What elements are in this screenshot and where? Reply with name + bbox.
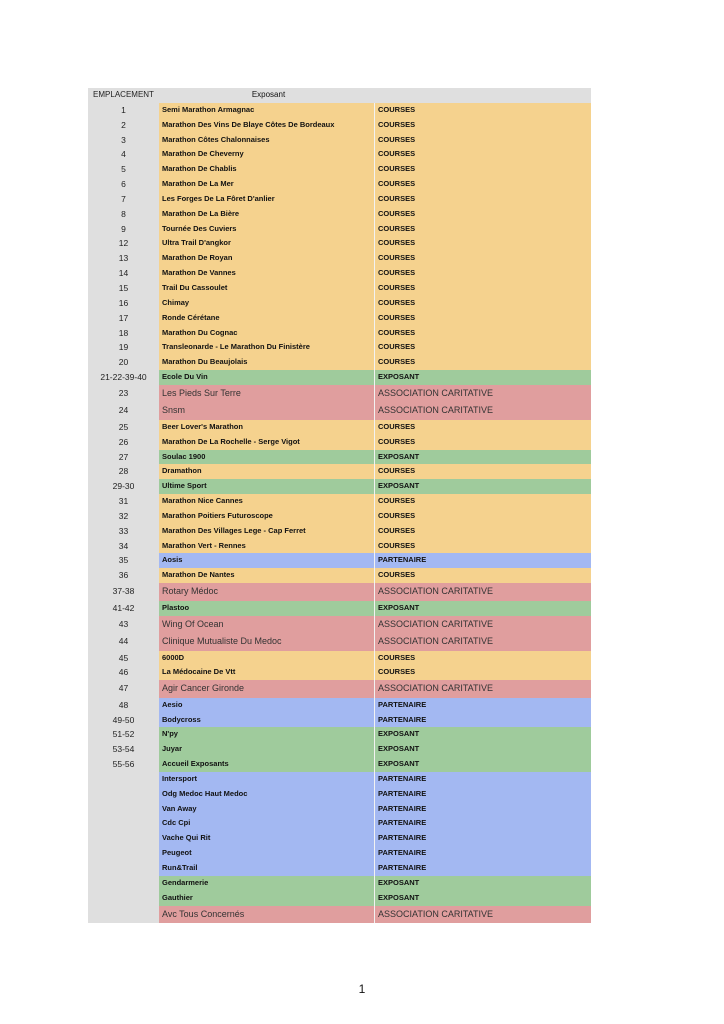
header-emplacement: EMPLACEMENT xyxy=(88,88,159,103)
emplacement-cell: 5 xyxy=(88,162,159,177)
category-cell: COURSES xyxy=(375,464,591,479)
emplacement-cell xyxy=(88,906,159,924)
emplacement-cell: 3 xyxy=(88,133,159,148)
emplacement-cell xyxy=(88,846,159,861)
category-cell: COURSES xyxy=(375,355,591,370)
emplacement-cell: 16 xyxy=(88,296,159,311)
exposant-cell: Juyar xyxy=(159,742,375,757)
emplacement-cell: 18 xyxy=(88,326,159,341)
header-category xyxy=(375,88,591,103)
exposant-cell: Intersport xyxy=(159,772,375,787)
exposant-cell: Trail Du Cassoulet xyxy=(159,281,375,296)
exposant-cell: Avc Tous Concernés xyxy=(159,906,375,924)
table-body xyxy=(88,103,591,923)
table-row xyxy=(88,601,591,616)
category-cell: COURSES xyxy=(375,222,591,237)
category-cell: ASSOCIATION CARITATIVE xyxy=(375,633,591,651)
table-row xyxy=(88,568,591,583)
emplacement-cell: 48 xyxy=(88,698,159,713)
category-cell: PARTENAIRE xyxy=(375,802,591,817)
category-cell: COURSES xyxy=(375,539,591,554)
category-cell: EXPOSANT xyxy=(375,370,591,385)
category-cell: ASSOCIATION CARITATIVE xyxy=(375,906,591,924)
exposant-cell: Rotary Médoc xyxy=(159,583,375,601)
table-row xyxy=(88,524,591,539)
category-cell: EXPOSANT xyxy=(375,757,591,772)
emplacement-cell: 1 xyxy=(88,103,159,118)
category-cell: COURSES xyxy=(375,236,591,251)
exposant-cell: Marathon Des Villages Lege - Cap Ferret xyxy=(159,524,375,539)
exposant-cell: Chimay xyxy=(159,296,375,311)
category-cell: EXPOSANT xyxy=(375,891,591,906)
category-cell: PARTENAIRE xyxy=(375,787,591,802)
exposant-cell: Marathon De Chablis xyxy=(159,162,375,177)
category-cell: EXPOSANT xyxy=(375,876,591,891)
category-cell: PARTENAIRE xyxy=(375,831,591,846)
table-row xyxy=(88,876,591,891)
emplacement-cell: 46 xyxy=(88,665,159,680)
category-cell: ASSOCIATION CARITATIVE xyxy=(375,616,591,634)
table-row xyxy=(88,402,591,420)
emplacement-cell: 26 xyxy=(88,435,159,450)
exposant-cell: Cdc Cpi xyxy=(159,816,375,831)
table-row xyxy=(88,553,591,568)
emplacement-cell: 34 xyxy=(88,539,159,554)
category-cell: COURSES xyxy=(375,281,591,296)
emplacement-cell xyxy=(88,891,159,906)
emplacement-cell xyxy=(88,802,159,817)
category-cell: EXPOSANT xyxy=(375,450,591,465)
exhibitor-table xyxy=(88,88,591,923)
table-row xyxy=(88,118,591,133)
emplacement-cell: 41-42 xyxy=(88,601,159,616)
category-cell: COURSES xyxy=(375,251,591,266)
exposant-cell: Marathon Nice Cannes xyxy=(159,494,375,509)
emplacement-cell: 6 xyxy=(88,177,159,192)
exposant-cell: Marathon Côtes Chalonnaises xyxy=(159,133,375,148)
emplacement-cell: 20 xyxy=(88,355,159,370)
emplacement-cell: 23 xyxy=(88,385,159,403)
table-row xyxy=(88,236,591,251)
category-cell: EXPOSANT xyxy=(375,601,591,616)
exposant-cell: Aesio xyxy=(159,698,375,713)
exposant-cell: Accueil Exposants xyxy=(159,757,375,772)
category-cell: COURSES xyxy=(375,665,591,680)
emplacement-cell: 45 xyxy=(88,651,159,666)
table-row xyxy=(88,651,591,666)
table-row xyxy=(88,420,591,435)
emplacement-cell xyxy=(88,772,159,787)
exposant-cell: Marathon Vert - Rennes xyxy=(159,539,375,554)
table-header xyxy=(88,88,591,103)
category-cell: PARTENAIRE xyxy=(375,553,591,568)
emplacement-cell: 55-56 xyxy=(88,757,159,772)
emplacement-cell: 4 xyxy=(88,147,159,162)
table-row xyxy=(88,665,591,680)
emplacement-cell: 19 xyxy=(88,340,159,355)
emplacement-cell: 13 xyxy=(88,251,159,266)
table-row xyxy=(88,583,591,601)
exposant-cell: Dramathon xyxy=(159,464,375,479)
category-cell: ASSOCIATION CARITATIVE xyxy=(375,385,591,403)
table-row xyxy=(88,494,591,509)
emplacement-cell: 49-50 xyxy=(88,713,159,728)
emplacement-cell xyxy=(88,787,159,802)
table-row xyxy=(88,222,591,237)
table-row xyxy=(88,539,591,554)
category-cell: PARTENAIRE xyxy=(375,816,591,831)
category-cell: COURSES xyxy=(375,103,591,118)
table-row xyxy=(88,251,591,266)
emplacement-cell: 51-52 xyxy=(88,727,159,742)
table-row xyxy=(88,177,591,192)
table-row xyxy=(88,133,591,148)
emplacement-cell: 53-54 xyxy=(88,742,159,757)
category-cell: ASSOCIATION CARITATIVE xyxy=(375,583,591,601)
exposant-cell: Gauthier xyxy=(159,891,375,906)
table-row xyxy=(88,147,591,162)
emplacement-cell: 2 xyxy=(88,118,159,133)
category-cell: COURSES xyxy=(375,207,591,222)
emplacement-cell: 7 xyxy=(88,192,159,207)
exposant-cell: Van Away xyxy=(159,802,375,817)
emplacement-cell: 12 xyxy=(88,236,159,251)
table-row xyxy=(88,742,591,757)
emplacement-cell: 33 xyxy=(88,524,159,539)
emplacement-cell: 35 xyxy=(88,553,159,568)
emplacement-cell: 14 xyxy=(88,266,159,281)
exposant-cell: 6000D xyxy=(159,651,375,666)
category-cell: COURSES xyxy=(375,192,591,207)
exposant-cell: Peugeot xyxy=(159,846,375,861)
table-row xyxy=(88,385,591,403)
table-row xyxy=(88,713,591,728)
table-row xyxy=(88,757,591,772)
table-row xyxy=(88,479,591,494)
table-row xyxy=(88,162,591,177)
category-cell: COURSES xyxy=(375,435,591,450)
page-number: 1 xyxy=(358,982,366,996)
exposant-cell: Agir Cancer Gironde xyxy=(159,680,375,698)
exposant-cell: Les Pieds Sur Terre xyxy=(159,385,375,403)
emplacement-cell: 29-30 xyxy=(88,479,159,494)
emplacement-cell xyxy=(88,876,159,891)
exposant-cell: Bodycross xyxy=(159,713,375,728)
table-row xyxy=(88,787,591,802)
category-cell: COURSES xyxy=(375,420,591,435)
emplacement-cell: 43 xyxy=(88,616,159,634)
exposant-cell: Semi Marathon Armagnac xyxy=(159,103,375,118)
exposant-cell: Marathon Du Beaujolais xyxy=(159,355,375,370)
emplacement-cell: 36 xyxy=(88,568,159,583)
category-cell: COURSES xyxy=(375,296,591,311)
table-row xyxy=(88,698,591,713)
exposant-cell: Transleonarde - Le Marathon Du Finistère xyxy=(159,340,375,355)
exposant-cell: Soulac 1900 xyxy=(159,450,375,465)
table-row xyxy=(88,616,591,634)
emplacement-cell: 27 xyxy=(88,450,159,465)
category-cell: PARTENAIRE xyxy=(375,846,591,861)
exposant-cell: Snsm xyxy=(159,402,375,420)
exposant-cell: Odg Medoc Haut Medoc xyxy=(159,787,375,802)
exposant-cell: Marathon De Royan xyxy=(159,251,375,266)
emplacement-cell: 25 xyxy=(88,420,159,435)
exposant-cell: Les Forges De La Fôret D'anlier xyxy=(159,192,375,207)
exposant-cell: Ronde Cérétane xyxy=(159,311,375,326)
table-row xyxy=(88,370,591,385)
category-cell: COURSES xyxy=(375,568,591,583)
table-row xyxy=(88,831,591,846)
exposant-cell: Marathon De La Bière xyxy=(159,207,375,222)
exposant-cell: Tournée Des Cuviers xyxy=(159,222,375,237)
emplacement-cell: 31 xyxy=(88,494,159,509)
exposant-cell: Marathon De La Mer xyxy=(159,177,375,192)
exposant-cell: Run&Trail xyxy=(159,861,375,876)
exposant-cell: Ultime Sport xyxy=(159,479,375,494)
table-row xyxy=(88,355,591,370)
exposant-cell: Aosis xyxy=(159,553,375,568)
category-cell: COURSES xyxy=(375,177,591,192)
table-row xyxy=(88,281,591,296)
category-cell: ASSOCIATION CARITATIVE xyxy=(375,680,591,698)
category-cell: COURSES xyxy=(375,524,591,539)
category-cell: COURSES xyxy=(375,509,591,524)
category-cell: COURSES xyxy=(375,266,591,281)
exposant-cell: Wing Of Ocean xyxy=(159,616,375,634)
category-cell: ASSOCIATION CARITATIVE xyxy=(375,402,591,420)
exposant-cell: Marathon De La Rochelle - Serge Vigot xyxy=(159,435,375,450)
table-row xyxy=(88,727,591,742)
emplacement-cell: 32 xyxy=(88,509,159,524)
header-exposant: Exposant xyxy=(159,88,375,103)
category-cell: EXPOSANT xyxy=(375,742,591,757)
emplacement-cell: 44 xyxy=(88,633,159,651)
table-row xyxy=(88,464,591,479)
table-row xyxy=(88,450,591,465)
category-cell: COURSES xyxy=(375,147,591,162)
table-row xyxy=(88,296,591,311)
table-row xyxy=(88,509,591,524)
table-row xyxy=(88,680,591,698)
category-cell: COURSES xyxy=(375,494,591,509)
category-cell: EXPOSANT xyxy=(375,727,591,742)
category-cell: PARTENAIRE xyxy=(375,713,591,728)
category-cell: EXPOSANT xyxy=(375,479,591,494)
category-cell: PARTENAIRE xyxy=(375,772,591,787)
table-row xyxy=(88,266,591,281)
category-cell: COURSES xyxy=(375,118,591,133)
table-row xyxy=(88,340,591,355)
table-row xyxy=(88,846,591,861)
emplacement-cell: 9 xyxy=(88,222,159,237)
table-row xyxy=(88,891,591,906)
emplacement-cell: 28 xyxy=(88,464,159,479)
emplacement-cell: 17 xyxy=(88,311,159,326)
exposant-cell: La Médocaine De Vtt xyxy=(159,665,375,680)
exposant-cell: Plastoo xyxy=(159,601,375,616)
emplacement-cell: 37-38 xyxy=(88,583,159,601)
exposant-cell: Marathon Du Cognac xyxy=(159,326,375,341)
table-row xyxy=(88,207,591,222)
exposant-cell: Marathon De Nantes xyxy=(159,568,375,583)
exposant-cell: Vache Qui Rit xyxy=(159,831,375,846)
emplacement-cell xyxy=(88,816,159,831)
exposant-cell: Clinique Mutualiste Du Medoc xyxy=(159,633,375,651)
exposant-cell: Marathon Des Vins De Blaye Côtes De Bordeaux xyxy=(159,118,375,133)
table-row xyxy=(88,435,591,450)
exposant-cell: Ultra Trail D'angkor xyxy=(159,236,375,251)
exposant-cell: N'py xyxy=(159,727,375,742)
table-row xyxy=(88,772,591,787)
category-cell: COURSES xyxy=(375,651,591,666)
emplacement-cell: 15 xyxy=(88,281,159,296)
table-row xyxy=(88,861,591,876)
exposant-cell: Marathon De Vannes xyxy=(159,266,375,281)
emplacement-cell: 47 xyxy=(88,680,159,698)
table-row xyxy=(88,802,591,817)
emplacement-cell: 21-22-39-40 xyxy=(88,370,159,385)
exposant-cell: Marathon De Cheverny xyxy=(159,147,375,162)
exposant-cell: Ecole Du Vin xyxy=(159,370,375,385)
category-cell: COURSES xyxy=(375,162,591,177)
table-row xyxy=(88,311,591,326)
category-cell: COURSES xyxy=(375,133,591,148)
category-cell: COURSES xyxy=(375,326,591,341)
exposant-cell: Marathon Poitiers Futuroscope xyxy=(159,509,375,524)
exposant-cell: Beer Lover's Marathon xyxy=(159,420,375,435)
emplacement-cell xyxy=(88,861,159,876)
category-cell: COURSES xyxy=(375,340,591,355)
category-cell: PARTENAIRE xyxy=(375,861,591,876)
table-row xyxy=(88,906,591,924)
table-row xyxy=(88,633,591,651)
table-row xyxy=(88,103,591,118)
emplacement-cell: 8 xyxy=(88,207,159,222)
table-row xyxy=(88,326,591,341)
category-cell: COURSES xyxy=(375,311,591,326)
table-row xyxy=(88,192,591,207)
exposant-cell: Gendarmerie xyxy=(159,876,375,891)
table-row xyxy=(88,816,591,831)
category-cell: PARTENAIRE xyxy=(375,698,591,713)
emplacement-cell: 24 xyxy=(88,402,159,420)
emplacement-cell xyxy=(88,831,159,846)
